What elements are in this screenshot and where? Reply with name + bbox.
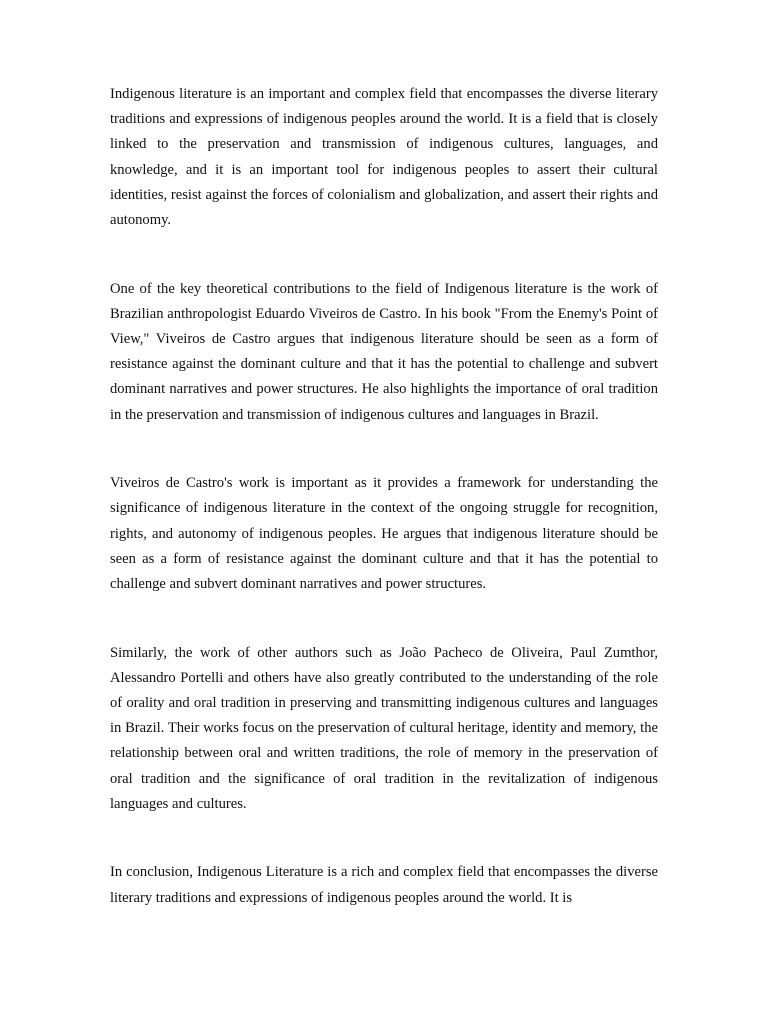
- paragraph-4: Similarly, the work of other authors such as João Pacheco de Oliveira, Paul Zumthor, Alessandro Portelli and others have also greatly contributed to the understanding of the role of orality and oral tradition in preserving and transmitting indigenous cultures and languages in Brazil. Their works focus on the preservation of cultural heritage, identity and memory, the relationship between oral and written traditions, the role of memory in the preservation of oral tradition and the significance of oral tradition in the revitalization of indigenous languages and cultures.: [110, 644, 658, 812]
- paragraph-5: In conclusion, Indigenous Literature is a rich and complex field that encompasses the diverse literary traditions and expressions of indigenous peoples around the world. It is: [110, 864, 658, 906]
- paragraph-1: Indigenous literature is an important and complex field that encompasses the diverse literary traditions and expressions of indigenous peoples around the world. It is a field that is closely linked to the preservation and transmission of indigenous cultures, languages, and knowledge, and it is an important tool for indigenous peoples to assert their cultural identities, resist against the forces of colonialism and globalization, and assert their rights and autonomy.: [110, 86, 658, 229]
- document-body: [110, 82, 658, 911]
- paragraph-3: Viveiros de Castro's work is important as it provides a framework for understanding the significance of indigenous literature in the context of the ongoing struggle for recognition, rights, and autonomy of indigenous peoples. He argues that indigenous literature should be seen as a form of resistance against the dominant culture and that it has the potential to challenge and subvert dominant narratives and power structures.: [110, 475, 658, 593]
- paragraph-2: One of the key theoretical contributions to the field of Indigenous literature is the work of Brazilian anthropologist Eduardo Viveiros de Castro. In his book "From the Enemy's Point of View," Viveiros de Castro argues that indigenous literature should be seen as a form of resistance against the dominant culture and that it has the potential to challenge and subvert dominant narratives and power structures. He also highlights the importance of oral tradition in the preservation and transmission of indigenous cultures and languages in Brazil.: [110, 280, 658, 423]
